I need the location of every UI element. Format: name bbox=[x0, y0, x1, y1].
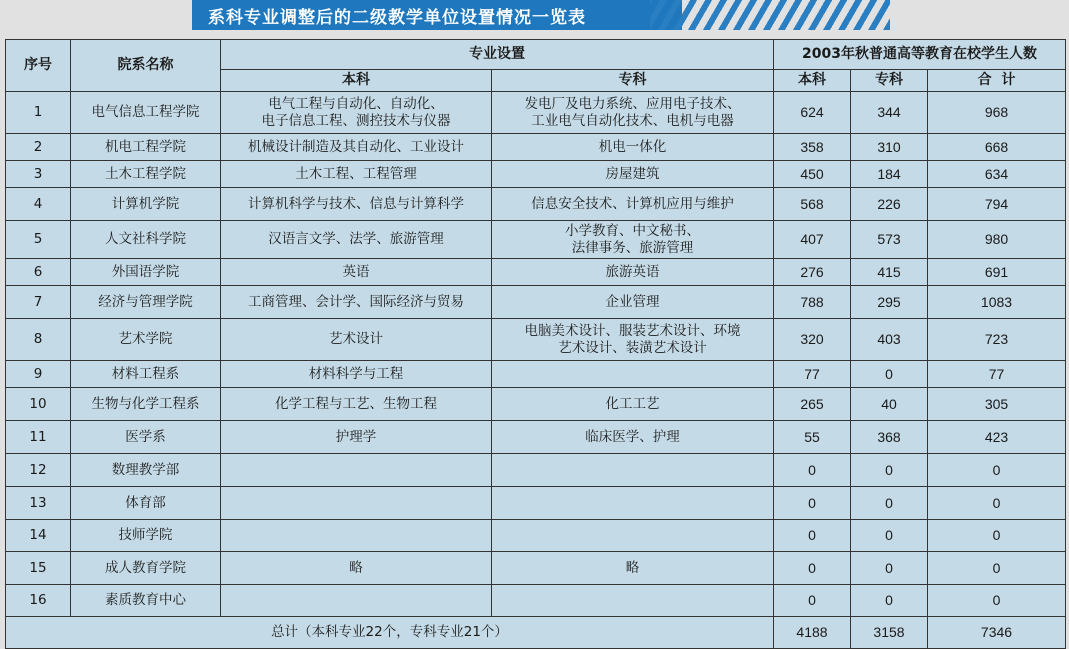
row-dept-name: 土木工程学院 bbox=[71, 161, 221, 188]
row-college-count: 368 bbox=[851, 421, 928, 454]
row-seq: 6 bbox=[6, 259, 71, 286]
row-dept-name: 材料工程系 bbox=[71, 361, 221, 388]
row-dept-name: 技师学院 bbox=[71, 520, 221, 552]
row-undergrad-majors: 略 bbox=[221, 552, 492, 585]
header-seq: 序号 bbox=[6, 40, 71, 92]
table-row bbox=[6, 161, 1066, 188]
table-row bbox=[6, 286, 1066, 319]
row-undergrad-count: 624 bbox=[774, 92, 851, 134]
row-undergrad-count: 276 bbox=[774, 259, 851, 286]
row-college-majors: 电脑美术设计、服装艺术设计、环境 艺术设计、装潢艺术设计 bbox=[492, 319, 774, 361]
row-college-count: 310 bbox=[851, 134, 928, 161]
row-total-count: 0 bbox=[928, 454, 1066, 487]
row-college-majors bbox=[492, 585, 774, 617]
row-undergrad-count: 788 bbox=[774, 286, 851, 319]
row-dept-name: 医学系 bbox=[71, 421, 221, 454]
row-total-count: 0 bbox=[928, 520, 1066, 552]
table-row bbox=[6, 134, 1066, 161]
table-row bbox=[6, 188, 1066, 221]
row-college-majors: 小学教育、中文秘书、 法律事务、旅游管理 bbox=[492, 221, 774, 259]
row-seq: 7 bbox=[6, 286, 71, 319]
row-total-count: 305 bbox=[928, 388, 1066, 421]
row-seq: 2 bbox=[6, 134, 71, 161]
row-college-count: 0 bbox=[851, 361, 928, 388]
row-undergrad-count: 320 bbox=[774, 319, 851, 361]
footer-college-count: 3158 bbox=[851, 617, 928, 649]
row-seq: 13 bbox=[6, 487, 71, 520]
row-seq: 11 bbox=[6, 421, 71, 454]
table-row bbox=[6, 319, 1066, 361]
row-dept-name: 艺术学院 bbox=[71, 319, 221, 361]
row-total-count: 0 bbox=[928, 552, 1066, 585]
header-students-undergrad: 本科 bbox=[774, 70, 851, 92]
row-dept-name: 电气信息工程学院 bbox=[71, 92, 221, 134]
row-undergrad-majors bbox=[221, 454, 492, 487]
row-dept-name: 体育部 bbox=[71, 487, 221, 520]
row-seq: 14 bbox=[6, 520, 71, 552]
row-undergrad-majors: 机械设计制造及其自动化、工业设计 bbox=[221, 134, 492, 161]
row-total-count: 77 bbox=[928, 361, 1066, 388]
header-college: 专科 bbox=[492, 70, 774, 92]
row-college-majors: 信息安全技术、计算机应用与维护 bbox=[492, 188, 774, 221]
row-college-majors: 临床医学、护理 bbox=[492, 421, 774, 454]
row-undergrad-majors: 计算机科学与技术、信息与计算科学 bbox=[221, 188, 492, 221]
header-students-total: 合 计 bbox=[928, 70, 1066, 92]
row-undergrad-majors bbox=[221, 520, 492, 552]
row-college-majors bbox=[492, 454, 774, 487]
footer-undergrad-count: 4188 bbox=[774, 617, 851, 649]
table-row bbox=[6, 487, 1066, 520]
row-college-majors bbox=[492, 361, 774, 388]
row-college-count: 415 bbox=[851, 259, 928, 286]
row-undergrad-majors: 材料科学与工程 bbox=[221, 361, 492, 388]
table-row bbox=[6, 520, 1066, 552]
row-dept-name: 数理教学部 bbox=[71, 454, 221, 487]
row-college-majors: 发电厂及电力系统、应用电子技术、 工业电气自动化技术、电机与电器 bbox=[492, 92, 774, 134]
row-college-majors bbox=[492, 520, 774, 552]
row-college-count: 40 bbox=[851, 388, 928, 421]
row-total-count: 980 bbox=[928, 221, 1066, 259]
row-seq: 15 bbox=[6, 552, 71, 585]
row-undergrad-count: 0 bbox=[774, 585, 851, 617]
table-row bbox=[6, 259, 1066, 286]
row-college-count: 0 bbox=[851, 585, 928, 617]
table-row bbox=[6, 92, 1066, 134]
table-row bbox=[6, 221, 1066, 259]
row-seq: 10 bbox=[6, 388, 71, 421]
row-undergrad-majors: 电气工程与自动化、自动化、 电子信息工程、测控技术与仪器 bbox=[221, 92, 492, 134]
row-undergrad-count: 0 bbox=[774, 552, 851, 585]
row-college-count: 573 bbox=[851, 221, 928, 259]
row-seq: 9 bbox=[6, 361, 71, 388]
row-college-count: 344 bbox=[851, 92, 928, 134]
row-total-count: 0 bbox=[928, 487, 1066, 520]
row-total-count: 423 bbox=[928, 421, 1066, 454]
row-college-majors: 旅游英语 bbox=[492, 259, 774, 286]
row-college-majors: 化工工艺 bbox=[492, 388, 774, 421]
header-undergrad: 本科 bbox=[221, 70, 492, 92]
row-college-majors: 房屋建筑 bbox=[492, 161, 774, 188]
row-total-count: 723 bbox=[928, 319, 1066, 361]
majors-table bbox=[5, 39, 1066, 649]
header-majors: 专业设置 bbox=[221, 40, 774, 70]
row-undergrad-majors: 工商管理、会计学、国际经济与贸易 bbox=[221, 286, 492, 319]
row-undergrad-count: 358 bbox=[774, 134, 851, 161]
row-undergrad-count: 55 bbox=[774, 421, 851, 454]
row-total-count: 0 bbox=[928, 585, 1066, 617]
row-college-majors bbox=[492, 487, 774, 520]
header-dept: 院系名称 bbox=[71, 40, 221, 92]
row-dept-name: 人文社科学院 bbox=[71, 221, 221, 259]
row-college-majors: 机电一体化 bbox=[492, 134, 774, 161]
row-total-count: 968 bbox=[928, 92, 1066, 134]
row-undergrad-count: 407 bbox=[774, 221, 851, 259]
row-college-count: 0 bbox=[851, 454, 928, 487]
row-undergrad-majors: 汉语言文学、法学、旅游管理 bbox=[221, 221, 492, 259]
row-total-count: 668 bbox=[928, 134, 1066, 161]
row-total-count: 794 bbox=[928, 188, 1066, 221]
row-college-count: 226 bbox=[851, 188, 928, 221]
header-students-college: 专科 bbox=[851, 70, 928, 92]
row-undergrad-majors: 化学工程与工艺、生物工程 bbox=[221, 388, 492, 421]
row-dept-name: 经济与管理学院 bbox=[71, 286, 221, 319]
row-dept-name: 外国语学院 bbox=[71, 259, 221, 286]
row-seq: 4 bbox=[6, 188, 71, 221]
row-undergrad-count: 265 bbox=[774, 388, 851, 421]
row-undergrad-count: 0 bbox=[774, 520, 851, 552]
header-students: 2003年秋普通高等教育在校学生人数 bbox=[774, 40, 1066, 70]
row-undergrad-majors bbox=[221, 487, 492, 520]
row-college-majors: 企业管理 bbox=[492, 286, 774, 319]
row-undergrad-majors: 英语 bbox=[221, 259, 492, 286]
footer-total-label: 总计（本科专业22个，专科专业21个） bbox=[6, 617, 774, 649]
row-college-count: 403 bbox=[851, 319, 928, 361]
row-undergrad-count: 0 bbox=[774, 487, 851, 520]
row-dept-name: 素质教育中心 bbox=[71, 585, 221, 617]
row-college-count: 184 bbox=[851, 161, 928, 188]
row-seq: 1 bbox=[6, 92, 71, 134]
footer-total-count: 7346 bbox=[928, 617, 1066, 649]
row-dept-name: 计算机学院 bbox=[71, 188, 221, 221]
table-row bbox=[6, 552, 1066, 585]
title-decoration bbox=[650, 0, 890, 30]
row-undergrad-count: 77 bbox=[774, 361, 851, 388]
row-college-count: 0 bbox=[851, 520, 928, 552]
row-dept-name: 机电工程学院 bbox=[71, 134, 221, 161]
row-dept-name: 生物与化学工程系 bbox=[71, 388, 221, 421]
row-seq: 8 bbox=[6, 319, 71, 361]
row-total-count: 691 bbox=[928, 259, 1066, 286]
table-row bbox=[6, 388, 1066, 421]
row-seq: 16 bbox=[6, 585, 71, 617]
row-college-count: 0 bbox=[851, 487, 928, 520]
row-college-count: 295 bbox=[851, 286, 928, 319]
row-undergrad-majors: 土木工程、工程管理 bbox=[221, 161, 492, 188]
row-total-count: 634 bbox=[928, 161, 1066, 188]
row-undergrad-majors: 艺术设计 bbox=[221, 319, 492, 361]
row-undergrad-majors: 护理学 bbox=[221, 421, 492, 454]
row-seq: 3 bbox=[6, 161, 71, 188]
row-total-count: 1083 bbox=[928, 286, 1066, 319]
row-undergrad-count: 0 bbox=[774, 454, 851, 487]
row-seq: 5 bbox=[6, 221, 71, 259]
table-row bbox=[6, 454, 1066, 487]
row-dept-name: 成人教育学院 bbox=[71, 552, 221, 585]
table-row bbox=[6, 421, 1066, 454]
row-undergrad-count: 450 bbox=[774, 161, 851, 188]
table-row bbox=[6, 585, 1066, 617]
table-row bbox=[6, 361, 1066, 388]
row-college-count: 0 bbox=[851, 552, 928, 585]
page-title: 系科专业调整后的二级教学单位设置情况一览表 bbox=[192, 0, 682, 30]
row-seq: 12 bbox=[6, 454, 71, 487]
row-undergrad-majors bbox=[221, 585, 492, 617]
row-undergrad-count: 568 bbox=[774, 188, 851, 221]
row-college-majors: 略 bbox=[492, 552, 774, 585]
